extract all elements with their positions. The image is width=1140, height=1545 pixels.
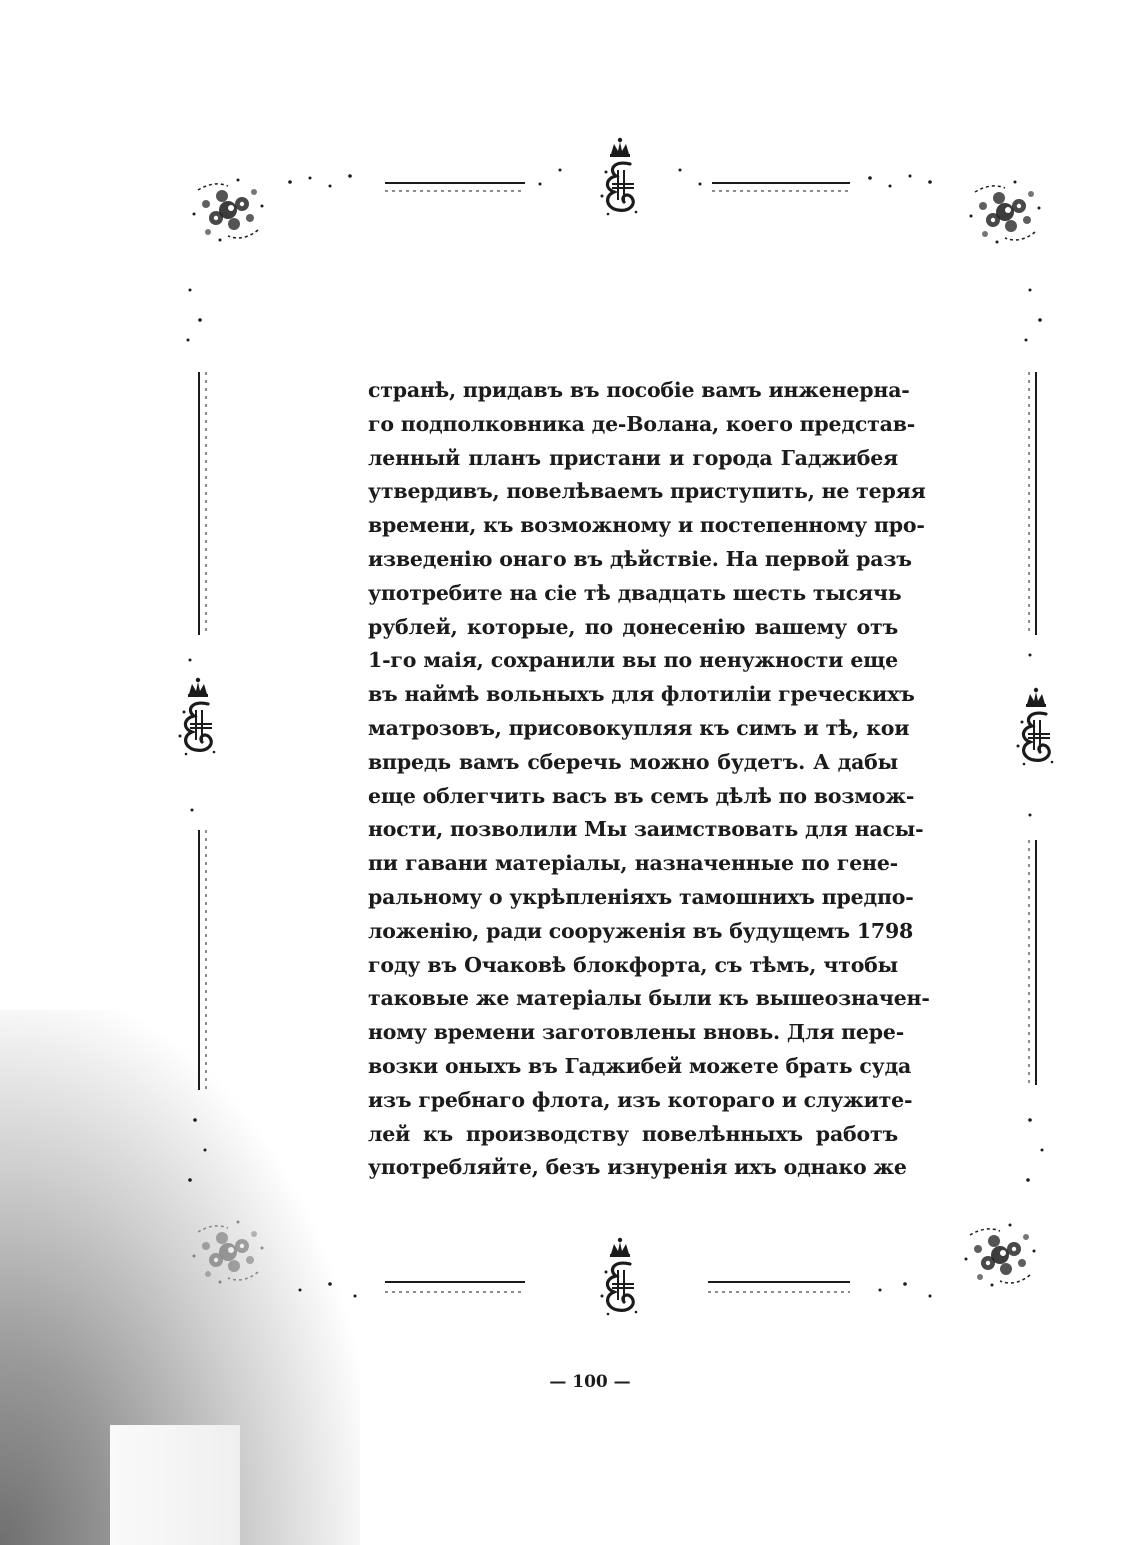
top-rule-right <box>712 183 850 191</box>
left-rule-lower <box>199 830 206 1090</box>
text-line: изведенію онаго въ дѣйствіе. На первой разъ <box>368 546 912 571</box>
text-line: 1-го маія, сохранили вы по ненужности еще <box>368 648 898 673</box>
text-line: ложенію, ради сооруженія въ будущемъ 1798 <box>368 918 914 943</box>
text-line: употребите на сіе тѣ двадцать шесть тысячь <box>368 580 902 605</box>
text-line: странѣ, придавъ въ пособіе вамъ инженерна- <box>368 378 910 402</box>
text-line: возки оныхъ въ Гаджибей можете брать суда <box>368 1053 912 1078</box>
top-rule-left <box>385 183 525 191</box>
left-rule-upper <box>199 372 206 635</box>
floral-corner-icon <box>193 1221 264 1284</box>
text-line: рублей, которые, по донесенію вашему отъ <box>368 614 898 639</box>
text-line: изъ гребнаго флота, изъ котораго и служите- <box>368 1087 913 1112</box>
text-line: пи гавани матеріалы, назначенные по гене- <box>368 851 898 876</box>
text-line: ленный планъ пристани и города Гаджибея <box>368 445 898 470</box>
page-number: — 100 — <box>549 1372 631 1392</box>
text-line: лей къ производству повелѣнныхъ работъ <box>368 1121 898 1146</box>
body-text <box>368 374 930 1185</box>
text-line: го подполковника де-Волана, коего представ- <box>368 411 916 436</box>
right-rule-upper <box>1029 372 1036 635</box>
text-line: году въ Очаковѣ блокфорта, съ тѣмъ, чтобы <box>368 952 898 977</box>
text-line: еще облегчить васъ въ семъ дѣлѣ по возмож- <box>368 783 915 808</box>
monogram-icon <box>601 138 638 216</box>
text-line: употребляйте, безъ изнуренія ихъ однако же <box>368 1155 907 1180</box>
text-line: ности, позволили Мы заимствовать для насы- <box>368 817 924 842</box>
right-rule-lower <box>1029 840 1036 1085</box>
bottom-rule-left <box>385 1282 525 1292</box>
bottom-rule-right <box>708 1282 850 1292</box>
text-line: таковые же матеріалы были къ вышеозначен- <box>368 986 930 1011</box>
floral-corner-icon <box>970 181 1041 244</box>
text-line: времени, къ возможному и постепенному про- <box>368 513 925 538</box>
floral-corner-icon <box>193 179 264 242</box>
text-line: ному времени заготовлены вновь. Для пере- <box>368 1020 905 1045</box>
text-line: ральному о укрѣпленіяхъ тамошнихъ предпо- <box>368 884 914 909</box>
text-line: въ наймѣ вольныхъ для флотиліи греческихъ <box>368 682 915 707</box>
text-line: впредь вамъ сберечь можно будетъ. А дабы <box>368 749 898 774</box>
text-line: матрозовъ, присовокупляя къ симъ и тѣ, кои <box>368 715 910 740</box>
floral-corner-icon <box>965 1224 1036 1287</box>
monogram-icon <box>179 678 216 756</box>
text-line: утвердивъ, повелѣваемъ приступить, не теряя <box>368 479 926 504</box>
monogram-icon <box>601 1238 638 1316</box>
monogram-icon <box>1017 688 1054 766</box>
